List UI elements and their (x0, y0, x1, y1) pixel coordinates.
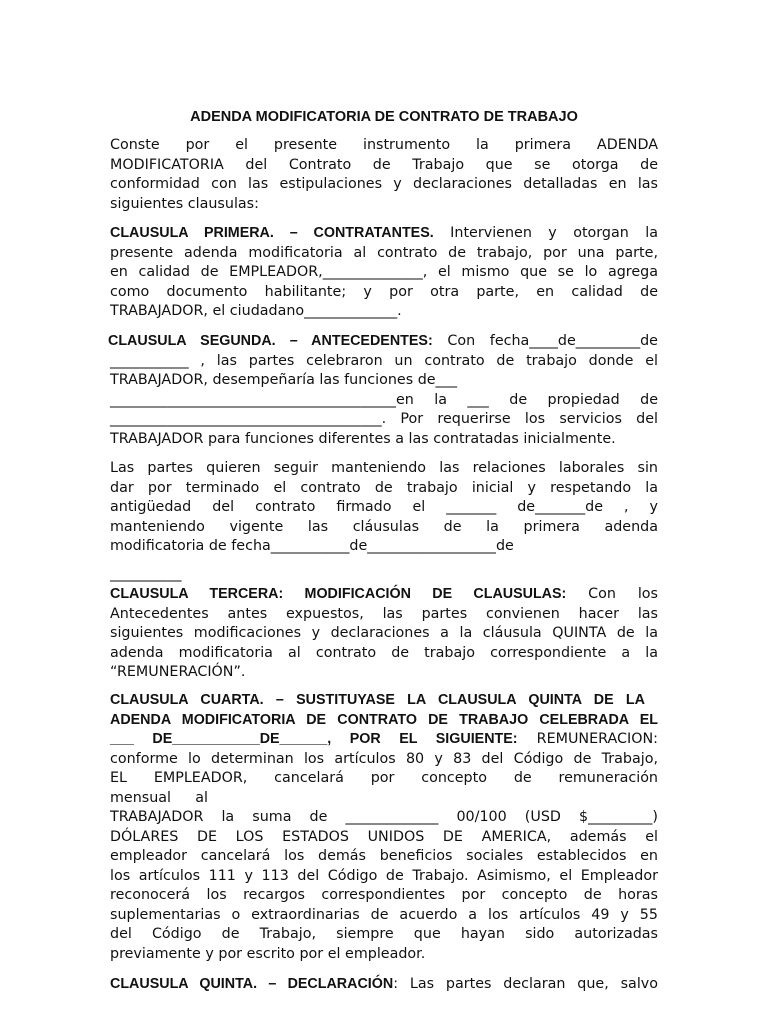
clausula-text: Con fecha____de_________de (432, 333, 658, 349)
text-line: como documento habilitante; y por otra parte, en calidad de (110, 283, 658, 300)
text-line: siguientes clausulas: (110, 195, 259, 212)
clausula-heading: ___ DE___________DE______, POR EL SIGUIENTE: (110, 731, 518, 747)
text-line (108, 332, 658, 352)
text-line: TRABAJADOR para funciones diferentes a las contratadas inicialmente. (110, 430, 616, 447)
text-line: TRABAJADOR la suma de _____________ 00/100 (USD $_________) (110, 809, 658, 825)
text-line: mensual al (110, 789, 208, 806)
clausula-quinta (110, 975, 658, 995)
text-line (110, 975, 658, 995)
text-line: Conste por el presente instrumento la primera ADENDA (110, 137, 658, 153)
text-line: los artículos 111 y 113 del Código de Trabajo. Asimismo, el Empleador (110, 867, 658, 884)
clausula-text: Intervienen y otorgan la (433, 225, 658, 241)
text-line: presente adenda modificatoria al contrato de trabajo, por una parte, (110, 244, 658, 261)
clausula-primera (110, 224, 658, 322)
clausula-text: REMUNERACION: (517, 731, 659, 747)
text-line: “REMUNERACIÓN”. (110, 664, 246, 680)
text-line (110, 585, 658, 605)
text-line: conformidad con las estipulaciones y declaraciones detalladas en las (110, 176, 658, 192)
clausula-heading: CLAUSULA CUARTA. – SUSTITUYASE LA CLAUSULA QUINTA DE LA (110, 692, 645, 708)
clausula-segunda (110, 332, 658, 449)
text-line: reconocerá los recargos correspondientes por concepto de horas (110, 887, 658, 903)
text-line: ________________________________________en la ___ de propiedad de (110, 391, 658, 408)
clausula-text: : Las partes declaran que, salvo (393, 976, 658, 992)
text-line: __________ (110, 565, 182, 582)
clausula-tercera (110, 585, 658, 683)
clausula-heading: CLAUSULA TERCERA: MODIFICACIÓN DE CLAUSULAS: (110, 586, 567, 602)
text-line: del Código de Trabajo, siempre que hayan sido autorizadas (110, 926, 658, 942)
text-line: ______________________________________. Por requerirse los servicios del (110, 411, 658, 427)
text-line: previamente y por escrito por el empleador. (110, 945, 426, 962)
text-line: Antecedentes antes expuestos, las partes convienen hacer las (110, 605, 658, 622)
text-line: DÓLARES DE LOS ESTADOS UNIDOS DE AMERICA, además el (110, 828, 658, 845)
text-line (110, 224, 658, 244)
paragraph-antiguedad (110, 459, 658, 584)
text-line: manteniendo vigente las cláusulas de la primera adenda (110, 518, 658, 535)
text-line: ___________ , las partes celebraron un contrato de trabajo donde el (110, 352, 658, 369)
text-line: TRABAJADOR, desempeñaría las funciones de___ (110, 372, 458, 388)
text-line (110, 730, 658, 750)
text-line: MODIFICATORIA del Contrato de Trabajo que se otorga de (110, 156, 658, 173)
clausula-heading: CLAUSULA QUINTA. – DECLARACIÓN (110, 976, 394, 992)
text-line: siguientes modificaciones y declaraciones a la cláusula QUINTA de la (110, 625, 658, 641)
text-line: dar por terminado el contrato de trabajo inicial y respetando la (110, 479, 658, 496)
clausula-cuarta (110, 691, 658, 964)
text-line: conforme lo determinan los artículos 80 y 83 del Código de Trabajo, (110, 750, 658, 767)
clausula-heading: CLAUSULA SEGUNDA. – ANTECEDENTES: (108, 333, 433, 349)
clausula-heading: CLAUSULA PRIMERA. – CONTRATANTES. (110, 225, 434, 241)
text-line: modificatoria de fecha___________de__________________de (110, 538, 514, 554)
text-line: Las partes quieren seguir manteniendo las relaciones laborales sin (110, 460, 658, 476)
document-title: ADENDA MODIFICATORIA DE CONTRATO DE TRABAJO (190, 109, 578, 125)
text-line: antigüedad del contrato firmado el _______ de_______de , y (110, 499, 658, 515)
text-line: adenda modificatoria al contrato de trabajo correspondiente a la (110, 644, 658, 661)
text-line: EL EMPLEADOR, cancelará por concepto de remuneración (110, 770, 658, 786)
intro-paragraph (110, 136, 658, 214)
text-line: empleador cancelará los demás beneficios sociales establecidos en (110, 848, 658, 864)
text-line: suplementarias o extraordinarias de acuerdo a los artículos 49 y 55 (110, 906, 658, 923)
clausula-heading: ADENDA MODIFICATORIA DE CONTRATO DE TRABAJO CELEBRADA EL (110, 711, 658, 728)
text-line: en calidad de EMPLEADOR,______________, el mismo que se lo agrega (110, 264, 658, 280)
text-line: TRABAJADOR, el ciudadano_____________. (110, 303, 402, 319)
clausula-text: Con los (566, 586, 658, 602)
